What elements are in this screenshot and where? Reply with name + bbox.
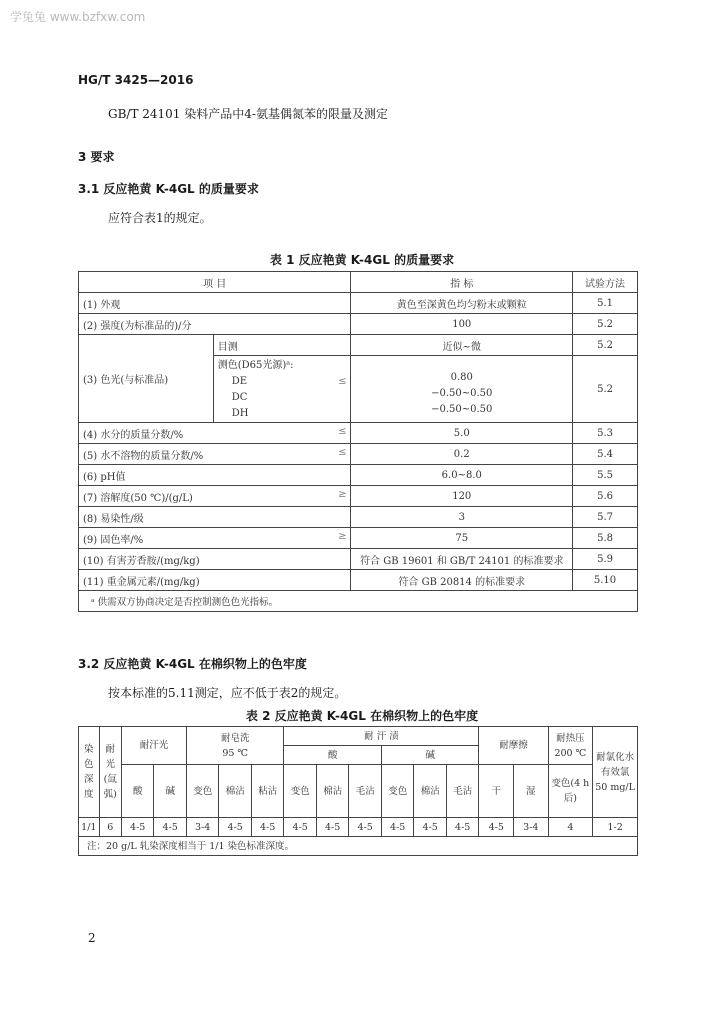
method-cell: 5.9 (573, 549, 638, 570)
value-cell: 4-5 (381, 818, 414, 837)
value-cell: 4-5 (316, 818, 349, 837)
table-row (79, 727, 638, 746)
section-3-heading: 3 要求 (78, 150, 115, 164)
table-row (79, 837, 638, 856)
de-label (218, 374, 347, 390)
table-2-caption: 表 2 反应艳黄 K-4GL 在棉织物上的色牢度 (245, 709, 479, 723)
table-row (79, 335, 638, 356)
header-wash-change: 变色 (186, 765, 219, 818)
watermark: 学兔兔 www.bzfxw.com (10, 10, 146, 24)
dc-label: DC (231, 392, 248, 403)
item-text: (9) 固色率/% (83, 534, 144, 546)
header-wash-cotton: 棉沾 (219, 765, 252, 818)
table-row (79, 293, 638, 314)
table-row (79, 591, 638, 612)
value-cell: 100 (351, 314, 573, 335)
table-row (79, 465, 638, 486)
method-cell: 5.7 (573, 507, 638, 528)
header-rub: 耐摩擦 (479, 727, 548, 765)
value-cell: 3-4 (513, 818, 548, 837)
value-cell: 4-5 (479, 818, 514, 837)
value-cell: 120 (351, 486, 573, 507)
table-2 (78, 726, 638, 856)
header-alk-change: 变色 (381, 765, 414, 818)
sub-item-cell: 目测 (213, 335, 351, 356)
table-row (79, 528, 638, 549)
section-3-1-paragraph: 应符合表1的规定。 (108, 211, 212, 225)
table-row (79, 549, 638, 570)
method-cell: 5.6 (573, 486, 638, 507)
value-cell: 6 (99, 818, 121, 837)
method-cell: 5.1 (573, 293, 638, 314)
measure-label: 测色(D65光源)ᵃ: (217, 360, 294, 371)
header-sweat-acid: 酸 (284, 746, 382, 765)
header-heat (548, 727, 593, 765)
value-cell: 4-5 (349, 818, 382, 837)
header-sweat: 耐 汗 渍 (284, 727, 479, 746)
header-sweat-alkali: 碱 (381, 746, 479, 765)
table-row (79, 570, 638, 591)
value-cell: 4-5 (446, 818, 479, 837)
header-chlorine (593, 727, 638, 818)
header-value: 指 标 (351, 272, 573, 293)
dh-label: DH (231, 408, 249, 419)
table-row (79, 765, 638, 818)
value-cell: 0.2 (351, 444, 573, 465)
item-text: (4) 水分的质量分数/% (83, 429, 184, 441)
item-cell: (2) 强度(为标准品的)/分 (79, 314, 351, 335)
wash-temp: 95 ℃ (222, 747, 249, 759)
header-light: 耐光(氙弧) (99, 727, 121, 818)
chlorine-sub: 有效氯 (600, 766, 630, 778)
method-cell: 5.2 (573, 356, 638, 423)
value-cell: 4-5 (219, 818, 252, 837)
dc-value: −0.50~0.50 (431, 388, 493, 399)
item-cell (79, 528, 351, 549)
le-symbol: ≤ (338, 446, 347, 458)
dh-value: −0.50~0.50 (431, 404, 493, 415)
le-symbol: ≤ (338, 425, 347, 437)
table-row (79, 423, 638, 444)
header-acid-cotton: 棉沾 (316, 765, 349, 818)
method-cell: 5.5 (573, 465, 638, 486)
value-cell: 符合 GB 19601 和 GB/T 24101 的标准要求 (351, 549, 573, 570)
value-cell: 符合 GB 20814 的标准要求 (351, 570, 573, 591)
table-row (79, 272, 638, 293)
item-text: (5) 水不溶物的质量分数/% (83, 450, 204, 462)
header-acid: 酸 (121, 765, 154, 818)
method-cell: 5.8 (573, 528, 638, 549)
item-cell (79, 423, 351, 444)
value-cell: 4-5 (154, 818, 187, 837)
header-acid-sweat-light: 耐汗光 (121, 727, 186, 765)
value-cell: 1-2 (593, 818, 638, 837)
table-row (79, 486, 638, 507)
table-row (79, 314, 638, 335)
header-depth: 染色深度 (79, 727, 100, 818)
value-cell: 5.0 (351, 423, 573, 444)
value-cell: 6.0~8.0 (351, 465, 573, 486)
item-cell (79, 486, 351, 507)
header-acid-change: 变色 (284, 765, 317, 818)
section-3-2-paragraph: 按本标准的5.11测定，应不低于表2的规定。 (108, 686, 347, 700)
item-cell: (3) 色光(与标准品) (79, 335, 214, 423)
method-cell: 5.3 (573, 423, 638, 444)
ge-symbol: ≥ (338, 530, 347, 542)
wash-title: 耐皂洗 (220, 732, 250, 744)
item-cell (79, 444, 351, 465)
value-cell: 4-5 (284, 818, 317, 837)
value-cell: 3-4 (186, 818, 219, 837)
value-cell: 4-5 (251, 818, 284, 837)
method-cell: 5.2 (573, 314, 638, 335)
value-cell: 4-5 (414, 818, 447, 837)
value-cell: 近似~微 (351, 335, 573, 356)
item-cell: (8) 易染性/级 (79, 507, 351, 528)
de-value: 0.80 (450, 372, 473, 383)
section-3-1-heading: 3.1 反应艳黄 K-4GL 的质量要求 (78, 182, 259, 196)
table-1-footnote: ᵃ 供需双方协商决定是否控制测色色光指标。 (79, 591, 638, 612)
chlorine-title: 耐氯化水 (596, 751, 635, 763)
method-cell: 5.2 (573, 335, 638, 356)
header-acid-wool: 毛沾 (349, 765, 382, 818)
header-item: 项 目 (79, 272, 351, 293)
standard-header: HG/T 3425—2016 (78, 73, 194, 87)
table-1-caption: 表 1 反应艳黄 K-4GL 的质量要求 (269, 253, 455, 267)
header-heat-change: 变色(4 h后) (548, 765, 593, 818)
heat-temp: 200 ℃ (554, 747, 587, 759)
header-wash-viscose: 粘沾 (251, 765, 284, 818)
header-alkali: 碱 (154, 765, 187, 818)
table-row (79, 818, 638, 837)
header-alk-wool: 毛沾 (446, 765, 479, 818)
item-text: (7) 溶解度(50 ℃)/(g/L) (83, 492, 193, 504)
table-2-note: 注：20 g/L 轧染深度相当于 1/1 染色标准深度。 (79, 837, 638, 856)
value-cell: 75 (351, 528, 573, 549)
page-number: 2 (88, 931, 96, 945)
value-cell: 4 (548, 818, 593, 837)
item-cell: (10) 有害芳香胺/(mg/kg) (79, 549, 351, 570)
header-method: 试验方法 (573, 272, 638, 293)
header-rub-wet: 湿 (513, 765, 548, 818)
ge-symbol: ≥ (338, 488, 347, 500)
heat-title: 耐热压 (556, 732, 585, 744)
value-cell: 3 (351, 507, 573, 528)
item-cell: (6) pH值 (79, 465, 351, 486)
de-text: DE (231, 376, 248, 387)
header-wash (186, 727, 284, 765)
value-cell: 黄色至深黄色均匀粉末或颗粒 (351, 293, 573, 314)
item-cell: (1) 外观 (79, 293, 351, 314)
item-cell: (11) 重金属元素/(mg/kg) (79, 570, 351, 591)
value-cell (351, 356, 573, 423)
le-symbol: ≤ (338, 376, 347, 387)
sub-item-cell (213, 356, 351, 423)
header-alk-cotton: 棉沾 (414, 765, 447, 818)
value-cell: 4-5 (121, 818, 154, 837)
reference-line: GB/T 24101 染料产品中4-氨基偶氮苯的限量及测定 (108, 107, 388, 121)
table-1 (78, 271, 638, 612)
table-row (79, 444, 638, 465)
method-cell: 5.10 (573, 570, 638, 591)
section-3-2-heading: 3.2 反应艳黄 K-4GL 在棉织物上的色牢度 (78, 657, 307, 671)
header-rub-dry: 干 (479, 765, 514, 818)
chlorine-conc: 50 mg/L (595, 781, 635, 793)
table-row (79, 507, 638, 528)
value-cell: 1/1 (79, 818, 100, 837)
method-cell: 5.4 (573, 444, 638, 465)
